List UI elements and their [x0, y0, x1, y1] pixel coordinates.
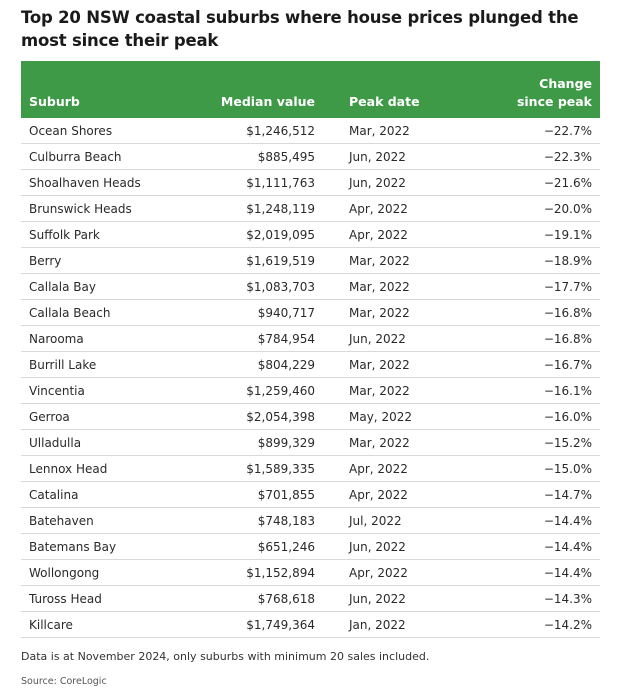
table-row: [21, 456, 600, 482]
suburb-cell: Catalina: [21, 482, 193, 508]
change-cell: −14.2%: [453, 612, 600, 638]
peak-date-cell: Jan, 2022: [323, 612, 453, 638]
peak-date-cell: Mar, 2022: [323, 118, 453, 144]
median-value-cell: $1,248,119: [193, 196, 323, 222]
change-cell: −15.2%: [453, 430, 600, 456]
median-value-cell: $1,246,512: [193, 118, 323, 144]
suburb-cell: Culburra Beach: [21, 144, 193, 170]
table-row: [21, 560, 600, 586]
change-cell: −14.3%: [453, 586, 600, 612]
column-header-suburb: Suburb: [21, 61, 193, 118]
peak-date-cell: Mar, 2022: [323, 430, 453, 456]
table-row: [21, 326, 600, 352]
change-cell: −22.3%: [453, 144, 600, 170]
median-value-cell: $768,618: [193, 586, 323, 612]
change-cell: −14.4%: [453, 534, 600, 560]
suburb-cell: Ocean Shores: [21, 118, 193, 144]
median-value-cell: $1,749,364: [193, 612, 323, 638]
table-row: [21, 586, 600, 612]
peak-date-cell: Mar, 2022: [323, 248, 453, 274]
suburb-cell: Shoalhaven Heads: [21, 170, 193, 196]
table-row: [21, 222, 600, 248]
median-value-cell: $1,259,460: [193, 378, 323, 404]
suburb-cell: Killcare: [21, 612, 193, 638]
change-cell: −22.7%: [453, 118, 600, 144]
suburb-cell: Suffolk Park: [21, 222, 193, 248]
table-row: [21, 534, 600, 560]
median-value-cell: $899,329: [193, 430, 323, 456]
median-value-cell: $1,083,703: [193, 274, 323, 300]
suburb-cell: Brunswick Heads: [21, 196, 193, 222]
column-header-median-value: Median value: [193, 61, 323, 118]
peak-date-cell: Mar, 2022: [323, 378, 453, 404]
peak-date-cell: Mar, 2022: [323, 300, 453, 326]
peak-date-cell: Jun, 2022: [323, 586, 453, 612]
table-row: [21, 248, 600, 274]
table-row: [21, 482, 600, 508]
peak-date-cell: Apr, 2022: [323, 222, 453, 248]
suburb-cell: Callala Beach: [21, 300, 193, 326]
table-row: [21, 378, 600, 404]
suburb-cell: Callala Bay: [21, 274, 193, 300]
peak-date-cell: Jun, 2022: [323, 326, 453, 352]
median-value-cell: $2,019,095: [193, 222, 323, 248]
table-row: [21, 352, 600, 378]
suburb-cell: Lennox Head: [21, 456, 193, 482]
table-row: [21, 196, 600, 222]
peak-date-cell: Apr, 2022: [323, 482, 453, 508]
table-row: [21, 430, 600, 456]
suburb-cell: Batemans Bay: [21, 534, 193, 560]
source-credit: Source: CoreLogic: [21, 676, 107, 687]
peak-date-cell: Mar, 2022: [323, 352, 453, 378]
median-value-cell: $1,152,894: [193, 560, 323, 586]
table-row: [21, 300, 600, 326]
median-value-cell: $748,183: [193, 508, 323, 534]
change-cell: −16.8%: [453, 326, 600, 352]
median-value-cell: $940,717: [193, 300, 323, 326]
median-value-cell: $1,111,763: [193, 170, 323, 196]
change-cell: −14.7%: [453, 482, 600, 508]
change-cell: −17.7%: [453, 274, 600, 300]
change-cell: −14.4%: [453, 560, 600, 586]
suburb-cell: Wollongong: [21, 560, 193, 586]
suburb-cell: Berry: [21, 248, 193, 274]
change-cell: −21.6%: [453, 170, 600, 196]
change-cell: −20.0%: [453, 196, 600, 222]
footnote: Data is at November 2024, only suburbs with minimum 20 sales included.: [21, 650, 430, 663]
suburb-cell: Batehaven: [21, 508, 193, 534]
change-cell: −16.8%: [453, 300, 600, 326]
suburb-cell: Gerroa: [21, 404, 193, 430]
change-cell: −16.1%: [453, 378, 600, 404]
column-header-peak-date: Peak date: [323, 61, 453, 118]
median-value-cell: $784,954: [193, 326, 323, 352]
chart-title: Top 20 NSW coastal suburbs where house prices plunged the most since their peak: [21, 8, 579, 50]
median-value-cell: $885,495: [193, 144, 323, 170]
change-cell: −15.0%: [453, 456, 600, 482]
table-row: [21, 508, 600, 534]
data-table: [21, 61, 600, 638]
peak-date-cell: Jun, 2022: [323, 534, 453, 560]
peak-date-cell: Jun, 2022: [323, 170, 453, 196]
median-value-cell: $804,229: [193, 352, 323, 378]
change-cell: −16.7%: [453, 352, 600, 378]
table-row: [21, 274, 600, 300]
suburb-cell: Ulladulla: [21, 430, 193, 456]
suburb-cell: Tuross Head: [21, 586, 193, 612]
suburb-cell: Narooma: [21, 326, 193, 352]
peak-date-cell: Mar, 2022: [323, 274, 453, 300]
table-row: [21, 612, 600, 638]
peak-date-cell: May, 2022: [323, 404, 453, 430]
suburb-cell: Burrill Lake: [21, 352, 193, 378]
column-header-change-since-peak: Change since peak: [453, 61, 600, 118]
median-value-cell: $701,855: [193, 482, 323, 508]
table-row: [21, 170, 600, 196]
suburb-cell: Vincentia: [21, 378, 193, 404]
median-value-cell: $651,246: [193, 534, 323, 560]
header-row: [21, 61, 600, 118]
median-value-cell: $2,054,398: [193, 404, 323, 430]
table-row: [21, 404, 600, 430]
peak-date-cell: Apr, 2022: [323, 560, 453, 586]
peak-date-cell: Jun, 2022: [323, 144, 453, 170]
table-row: [21, 118, 600, 144]
change-cell: −14.4%: [453, 508, 600, 534]
table-body: [21, 118, 600, 638]
peak-date-cell: Jul, 2022: [323, 508, 453, 534]
table-row: [21, 144, 600, 170]
median-value-cell: $1,589,335: [193, 456, 323, 482]
change-cell: −16.0%: [453, 404, 600, 430]
change-cell: −18.9%: [453, 248, 600, 274]
peak-date-cell: Apr, 2022: [323, 196, 453, 222]
median-value-cell: $1,619,519: [193, 248, 323, 274]
change-cell: −19.1%: [453, 222, 600, 248]
peak-date-cell: Apr, 2022: [323, 456, 453, 482]
